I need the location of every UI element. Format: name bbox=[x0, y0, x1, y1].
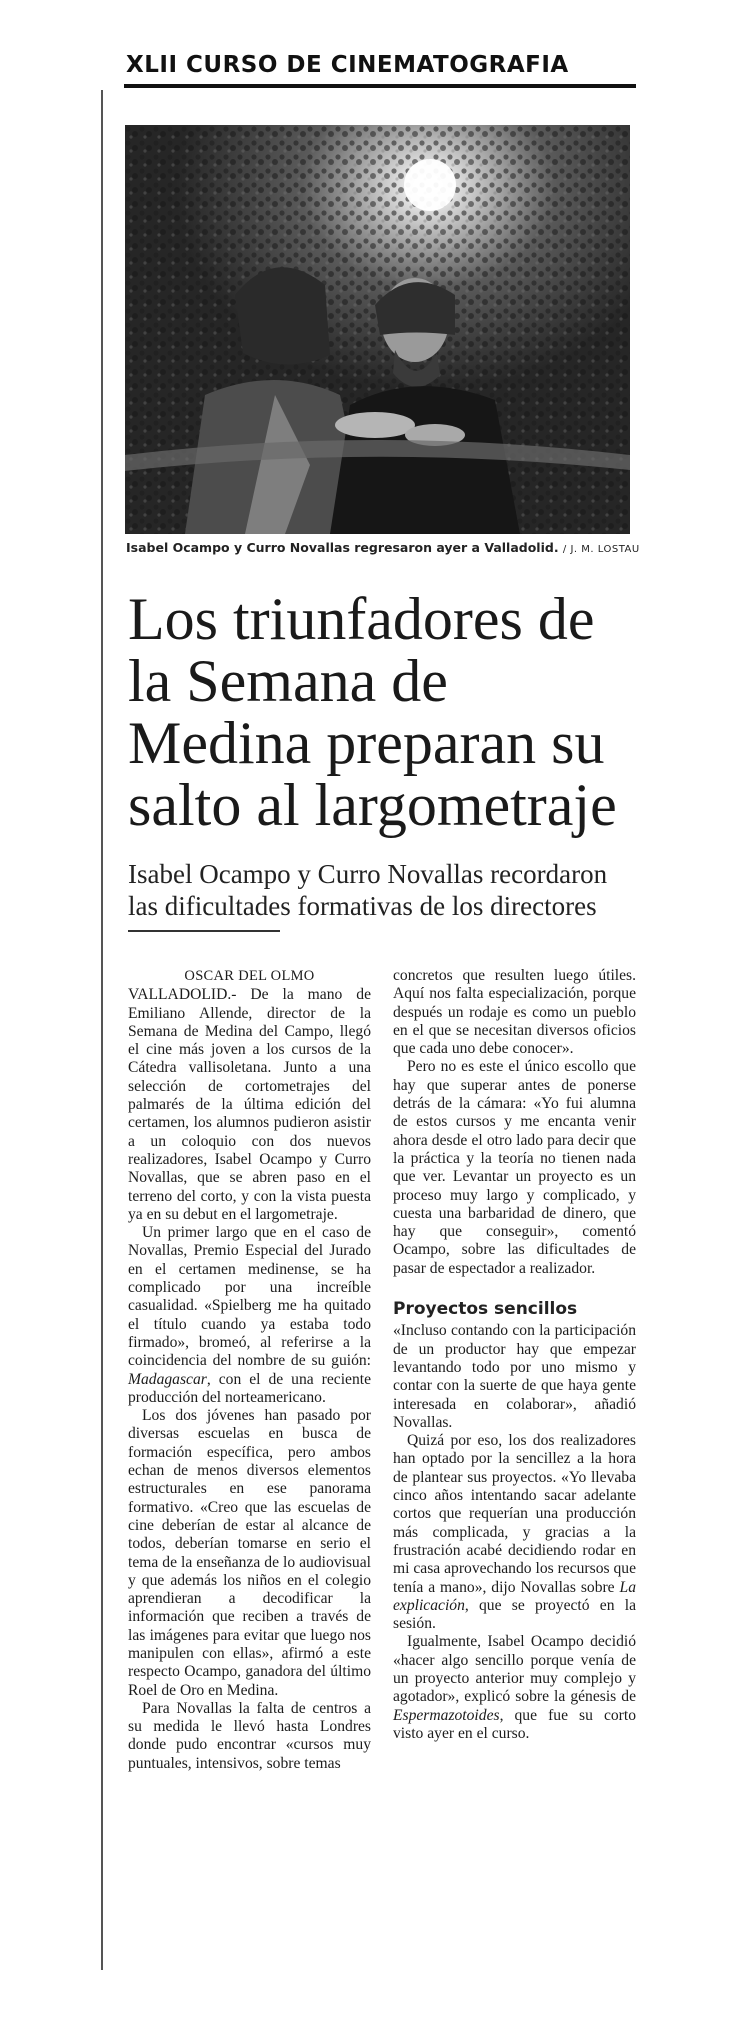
caption-text: Isabel Ocampo y Curro Novallas regresaron ayer a Valladolid. bbox=[126, 540, 559, 555]
subheadline bbox=[128, 858, 648, 922]
section-rule bbox=[124, 84, 636, 88]
article-column-2 bbox=[393, 967, 636, 1743]
paragraph: Quizá por eso, los dos realizadores han optado por la sencillez a la hora de plantear sus proyectos. «Yo llevaba cinco años intentando sacar adelante cortos que requerían una producción más complicada, y gracias a la frustración acabé decidiendo rodar en mi casa aprovechando los recursos que tenía a mano», dijo Novallas sobre La explicación, que se proyectó en la sesión. bbox=[393, 1432, 636, 1633]
subheadline-rule bbox=[128, 930, 280, 932]
article-photo bbox=[125, 125, 630, 534]
paragraph: «Incluso contando con la participación de un productor hay que empezar levantando todo por uno mismo y contar con la suerte de que haya gente interesada en colaborar», añadió Novallas. bbox=[393, 1322, 636, 1431]
column-rule bbox=[101, 90, 103, 1970]
section-title: XLII CURSO DE CINEMATOGRAFIA bbox=[126, 52, 569, 78]
article-subtitle: Proyectos sencillos bbox=[393, 1299, 578, 1320]
paragraph: Los dos jóvenes han pasado por diversas escuelas en busca de formación específica, pero ambos echan de menos diversos elementos estructurales en ese panorama formativo. «Creo que las escuelas de cine deberían de estar al alcance de todos, deberían tomarse en serio el tema de la enseñanza de lo audiovisual y que además los niños en el colegio aprendieran a decodificar la información que reciben a través de las imágenes para evitar que luego nos manipulen con ellas», afirmó a este respecto Ocampo, ganadora del último Roel de Oro en Medina. bbox=[128, 1407, 371, 1699]
photo-illustration bbox=[125, 125, 630, 534]
paragraph: concretos que resulten luego útiles. Aquí nos falta especialización, porque después un rodaje es como un pueblo en el que se necesitan diversos oficios que cada uno debe conocer». bbox=[393, 967, 636, 1058]
photo-credit: / J. M. LOSTAU bbox=[562, 544, 640, 555]
paragraph: Igualmente, Isabel Ocampo decidió «hacer algo sencillo porque venía de un proyecto anterior muy complejo y agotador», explicó sobre la génesis de Espermazotoides, que fue su corto visto ayer en el curso. bbox=[393, 1633, 636, 1742]
paragraph: VALLADOLID.- De la mano de Emiliano Allende, director de la Semana de Medina del Campo, llegó el cine más joven a los cursos de la Cátedra vallisoletana. Junto a una selección de cortometrajes del palmarés de la última edición del certamen, los alumnos pudieron asistir a un coloquio con dos nuevos realizadores, Isabel Ocampo y Curro Novallas, que se abren paso en el terreno del corto, y con la vista puesta ya en su debut en el largometraje. bbox=[128, 986, 371, 1223]
headline-line: Los triunfadores de bbox=[128, 586, 595, 652]
paragraph: Para Novallas la falta de centros a su medida le llevó hasta Londres donde pudo encontrar «cursos muy puntuales, intensivos, sobre temas bbox=[128, 1699, 371, 1772]
headline-line: Medina preparan su bbox=[128, 710, 605, 776]
byline: OSCAR DEL OLMO bbox=[184, 968, 315, 984]
subheadline-line: Isabel Ocampo y Curro Novallas recordaron bbox=[128, 859, 608, 889]
photo-caption bbox=[126, 540, 640, 555]
subheadline-line: las dificultades formativas de los directores bbox=[128, 891, 597, 921]
headline-line: la Semana de bbox=[128, 648, 448, 714]
paragraph: Un primer largo que en el caso de Novallas, Premio Especial del Jurado en el certamen medinense, se ha complicado por una increíble casualidad. «Spielberg me ha quitado el título cuando ya estaba todo firmado», bromeó, al referirse a la coincidencia del nombre de su guión: Madagascar, con el de una reciente producción del norteamericano. bbox=[128, 1224, 371, 1406]
dateline: VALLADOLID.- bbox=[128, 986, 237, 1004]
headline-line: salto al largometraje bbox=[128, 772, 617, 838]
headline bbox=[128, 588, 648, 836]
paragraph: Pero no es este el único escollo que hay que superar antes de ponerse detrás de la cámara: «Yo fui alumna de estos cursos y me encanta venir ahora desde el otro lado para decir que la práctica y la teoría no tienen nada que ver. Levantar un proyecto es un proceso muy largo y complicado, y cuesta una barbaridad de dinero, que hay que conseguir», comentó Ocampo, sobre las dificultades de pasar de espectador a realizador. bbox=[393, 1058, 636, 1277]
article-column-1 bbox=[128, 967, 371, 1773]
